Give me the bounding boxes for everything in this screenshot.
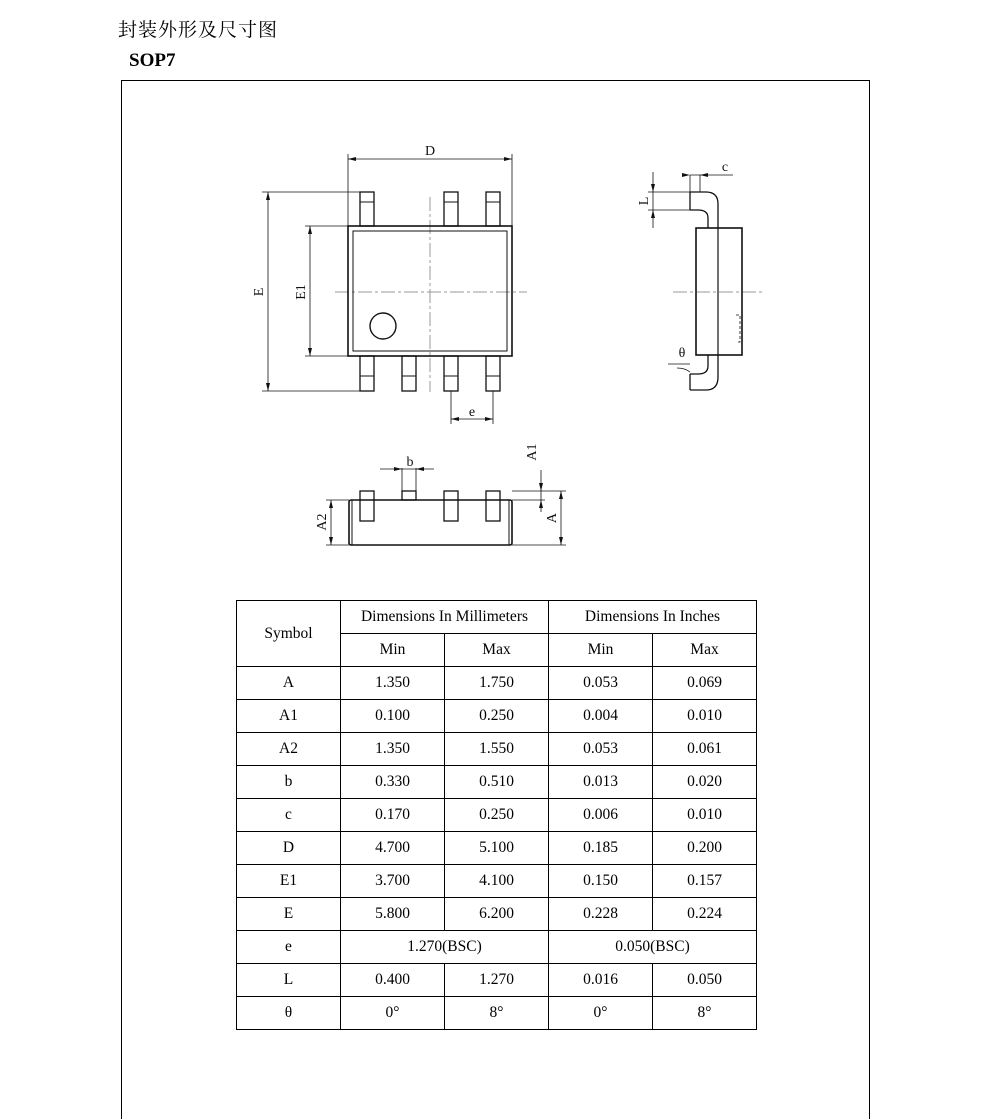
label-D: D (424, 144, 436, 159)
mm-min-header: Min (341, 634, 445, 667)
label-E: E (252, 287, 267, 297)
inch-min-cell: 0° (549, 997, 653, 1030)
table-row (237, 865, 757, 898)
mm-max-cell: 4.100 (445, 865, 549, 898)
pin1-marker (370, 313, 396, 339)
inch-min-cell: 0.006 (549, 799, 653, 832)
inch-min-cell: 0.053 (549, 733, 653, 766)
symbol-cell: D (237, 832, 341, 865)
mm-min-cell: 0.330 (341, 766, 445, 799)
table-row (237, 898, 757, 931)
label-L: L (637, 196, 652, 206)
dimension-table (236, 600, 757, 1030)
package-name: SOP7 (129, 50, 176, 71)
symbol-cell: A (237, 667, 341, 700)
table-header-row (237, 601, 757, 634)
inch-min-header: Min (549, 634, 653, 667)
inch-header: Dimensions In Inches (549, 601, 757, 634)
label-e: e (468, 405, 476, 420)
mm-min-cell: 0.100 (341, 700, 445, 733)
mm-max-cell: 6.200 (445, 898, 549, 931)
table-row (237, 667, 757, 700)
inch-max-cell: 8° (653, 997, 757, 1030)
table-row (237, 766, 757, 799)
inch-max-cell: 0.061 (653, 733, 757, 766)
inch-max-cell: 0.200 (653, 832, 757, 865)
inch-max-cell: 0.069 (653, 667, 757, 700)
mm-min-cell: 4.700 (341, 832, 445, 865)
label-A1: A1 (525, 443, 540, 461)
table-row (237, 832, 757, 865)
table-row (237, 931, 757, 964)
inch-min-cell: 0.004 (549, 700, 653, 733)
label-A: A (545, 512, 560, 524)
inch-max-cell: 0.020 (653, 766, 757, 799)
mm-max-cell: 0.250 (445, 799, 549, 832)
symbol-cell: A1 (237, 700, 341, 733)
inch-min-cell: 0.013 (549, 766, 653, 799)
mm-min-cell: 1.350 (341, 733, 445, 766)
mm-span-cell: 1.270(BSC) (341, 931, 549, 964)
mm-min-cell: 0.400 (341, 964, 445, 997)
inch-max-cell: 0.050 (653, 964, 757, 997)
inch-min-cell: 0.150 (549, 865, 653, 898)
mm-min-cell: 1.350 (341, 667, 445, 700)
table-row (237, 997, 757, 1030)
inch-min-cell: 0.016 (549, 964, 653, 997)
symbol-cell: A2 (237, 733, 341, 766)
table-row (237, 733, 757, 766)
symbol-cell: E1 (237, 865, 341, 898)
mm-min-cell: 0° (341, 997, 445, 1030)
mm-max-cell: 1.550 (445, 733, 549, 766)
mm-max-header: Max (445, 634, 549, 667)
symbol-cell: e (237, 931, 341, 964)
symbol-header: Symbol (237, 601, 341, 667)
mm-max-cell: 0.250 (445, 700, 549, 733)
symbol-cell: b (237, 766, 341, 799)
label-E1: E1 (294, 284, 309, 300)
front-pins (360, 491, 500, 521)
mm-max-cell: 1.750 (445, 667, 549, 700)
inch-min-cell: 0.053 (549, 667, 653, 700)
label-c: c (721, 160, 729, 175)
table-row (237, 700, 757, 733)
mm-max-cell: 5.100 (445, 832, 549, 865)
table-row (237, 799, 757, 832)
mm-max-cell: 1.270 (445, 964, 549, 997)
mm-min-cell: 5.800 (341, 898, 445, 931)
mm-max-cell: 8° (445, 997, 549, 1030)
label-A2: A2 (315, 513, 330, 531)
label-b: b (406, 455, 414, 470)
symbol-cell: θ (237, 997, 341, 1030)
symbol-cell: c (237, 799, 341, 832)
table-row (237, 964, 757, 997)
symbol-cell: L (237, 964, 341, 997)
label-theta: θ (678, 346, 686, 361)
page-heading: 封装外形及尺寸图 (118, 19, 279, 41)
mm-header: Dimensions In Millimeters (341, 601, 549, 634)
inch-min-cell: 0.228 (549, 898, 653, 931)
inch-max-cell: 0.010 (653, 799, 757, 832)
symbol-cell: E (237, 898, 341, 931)
inch-min-cell: 0.185 (549, 832, 653, 865)
inch-max-cell: 0.224 (653, 898, 757, 931)
mm-min-cell: 0.170 (341, 799, 445, 832)
inch-span-cell: 0.050(BSC) (549, 931, 757, 964)
mm-max-cell: 0.510 (445, 766, 549, 799)
inch-max-cell: 0.010 (653, 700, 757, 733)
mm-min-cell: 3.700 (341, 865, 445, 898)
inch-max-header: Max (653, 634, 757, 667)
inch-max-cell: 0.157 (653, 865, 757, 898)
